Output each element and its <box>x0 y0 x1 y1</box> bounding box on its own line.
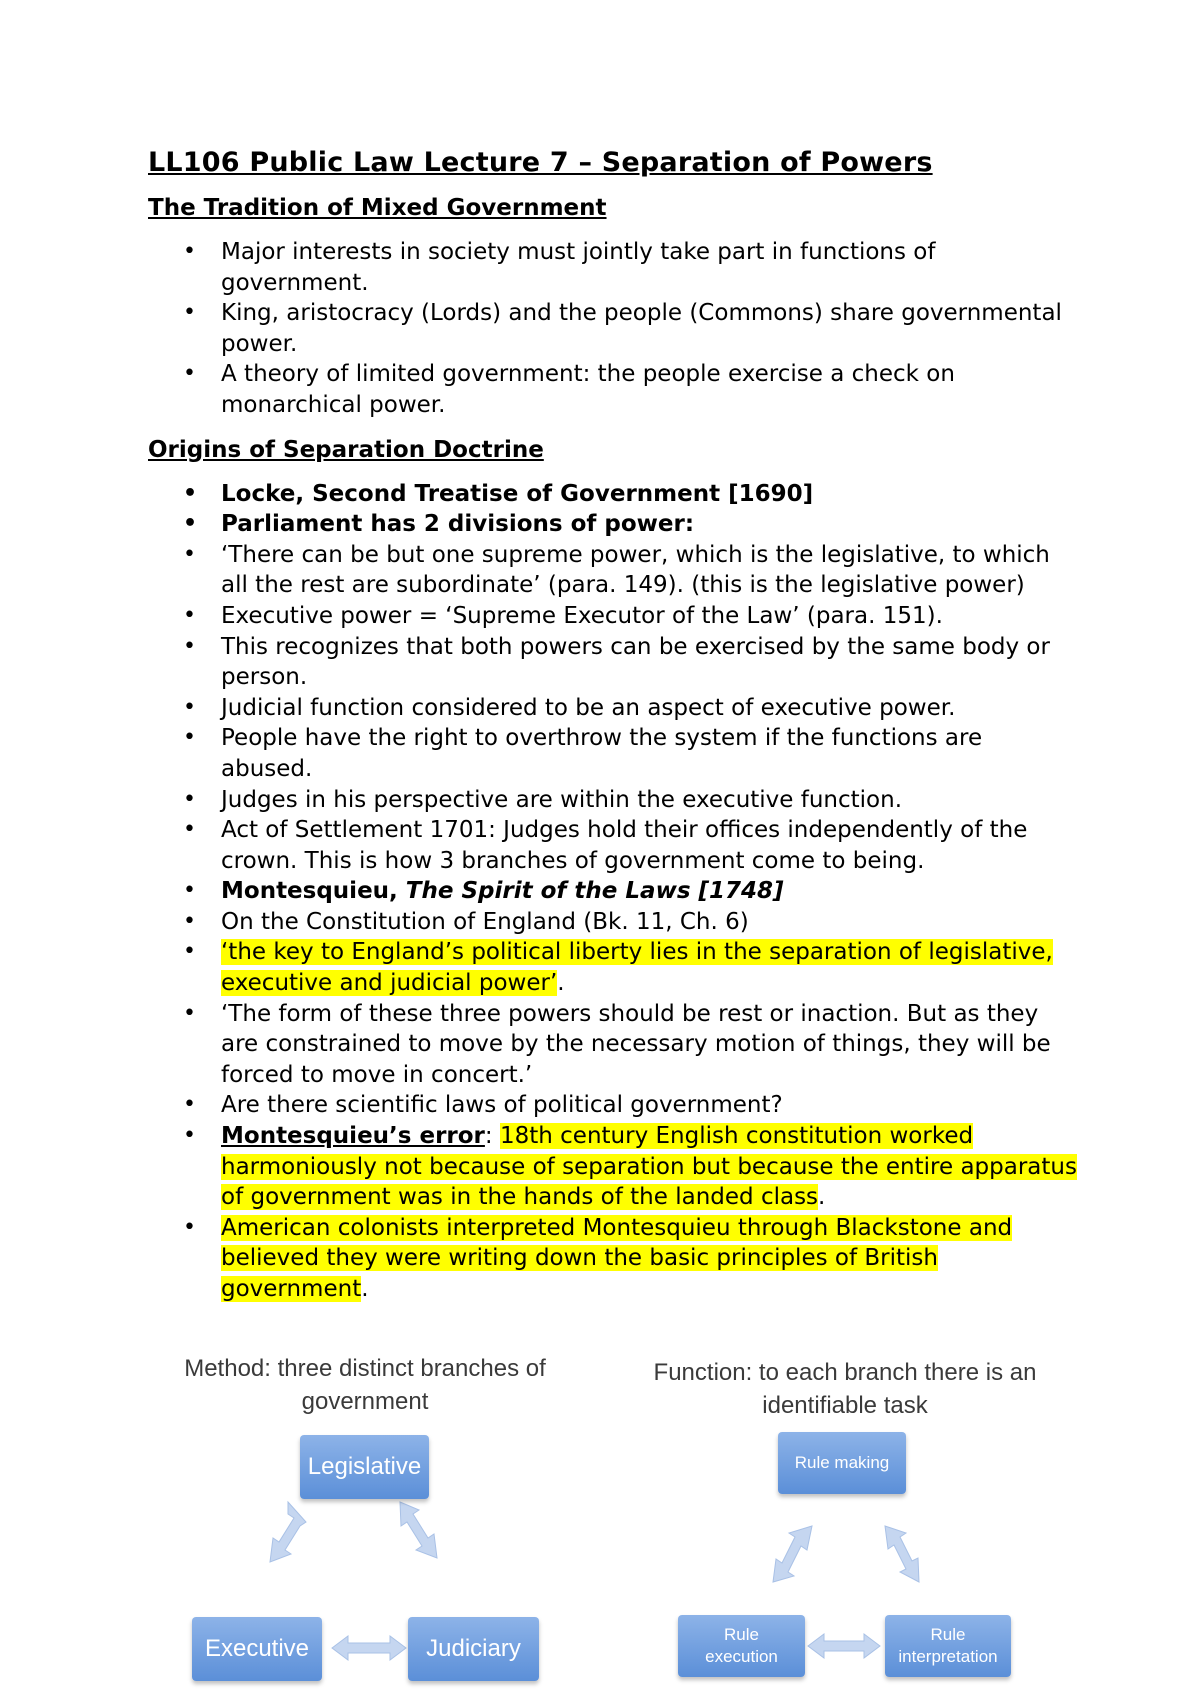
node-rule-interpretation <box>885 1615 1011 1677</box>
mixed-government-list <box>148 237 1078 421</box>
node-legislative: Legislative <box>300 1435 429 1499</box>
highlighted-quote: ‘the key to England’s political liberty lies in the separation of legislative, executive and judicial power’ <box>221 939 1053 997</box>
function-diagram <box>640 1356 1080 1692</box>
highlighted-text: American colonists interpreted Montesquieu through Blackstone and believed they were writing down the basic principles of British government <box>221 1214 1013 1302</box>
method-diagram <box>150 1352 590 1692</box>
list-item: • King, aristocracy (Lords) and the people (Commons) share governmental power. <box>148 298 1078 359</box>
list-item: • Judicial function considered to be an aspect of executive power. <box>148 693 1078 724</box>
caption-line: Method: three distinct branches of <box>184 1355 546 1382</box>
list-item: • Act of Settlement 1701: Judges hold their offices independently of the crown. This is how 3 branches of government come to being. <box>148 815 1078 876</box>
section-heading-mixed-government: The Tradition of Mixed Government <box>148 195 607 221</box>
list-item: • ‘There can be but one supreme power, which is the legislative, to which all the rest are subordinate’ (para. 149). (this is the legislative power) <box>148 540 1078 601</box>
node-label: Rule <box>930 1625 966 1644</box>
punctuation: . <box>361 1276 369 1302</box>
double-arrow-icon <box>808 1634 880 1658</box>
double-arrow-icon <box>773 1526 812 1582</box>
page-title: LL106 Public Law Lecture 7 – Separation of Powers <box>148 147 933 178</box>
caption-line: identifiable task <box>762 1392 928 1419</box>
list-item: • ‘The form of these three powers should be rest or inaction. But as they are constrained to move by the necessary motion of things, they will be forced to move in concert.’ <box>148 999 1078 1091</box>
punctuation: . <box>557 970 565 997</box>
list-item: • A theory of limited government: the people exercise a check on monarchical power. <box>148 359 1078 420</box>
double-arrow-icon <box>885 1526 919 1582</box>
node-judiciary: Judiciary <box>408 1617 539 1681</box>
list-item: • People have the right to overthrow the system if the functions are abused. <box>148 723 1078 784</box>
origins-list <box>148 479 1078 1305</box>
node-label: execution <box>705 1647 778 1666</box>
section-heading-origins: Origins of Separation Doctrine <box>148 436 544 463</box>
node-rule-making: Rule making <box>778 1432 906 1494</box>
list-item <box>148 876 1078 907</box>
double-arrow-icon <box>400 1502 437 1558</box>
double-arrow-icon <box>332 1636 406 1660</box>
punctuation: . <box>818 1184 826 1211</box>
double-arrow-icon <box>270 1502 306 1562</box>
node-rule-execution <box>678 1615 805 1677</box>
list-item: • This recognizes that both powers can be exercised by the same body or person. <box>148 632 1078 693</box>
node-executive: Executive <box>192 1617 322 1681</box>
highlighted-text: 18th century English constitution worked harmoniously not because of separation but because the entire apparatus of government was in the hands of the landed class <box>221 1123 1077 1211</box>
work-title: The Spirit of the Laws [1748] <box>405 878 784 905</box>
caption-line: Function: to each branch there is an <box>653 1359 1037 1386</box>
list-item: • Major interests in society must jointly take part in functions of government. <box>148 237 1078 298</box>
caption-line: government <box>301 1388 429 1415</box>
list-item <box>148 1213 1078 1305</box>
error-label: Montesquieu’s error <box>221 1123 485 1150</box>
list-item: • Parliament has 2 divisions of power: <box>148 509 1078 540</box>
document-body <box>148 145 1078 1319</box>
author-name: Montesquieu, <box>221 878 406 905</box>
list-item: • Locke, Second Treatise of Government [1690] <box>148 479 1078 510</box>
list-item: • On the Constitution of England (Bk. 11, Ch. 6) <box>148 907 1078 938</box>
list-item: • Are there scientific laws of political government? <box>148 1090 1078 1121</box>
punctuation: : <box>484 1123 500 1150</box>
list-item <box>148 937 1078 998</box>
node-label: Rule <box>724 1625 759 1644</box>
node-label: interpretation <box>898 1647 998 1666</box>
list-item <box>148 1121 1078 1213</box>
list-item: • Executive power = ‘Supreme Executor of the Law’ (para. 151). <box>148 601 1078 632</box>
list-item: • Judges in his perspective are within the executive function. <box>148 785 1078 816</box>
